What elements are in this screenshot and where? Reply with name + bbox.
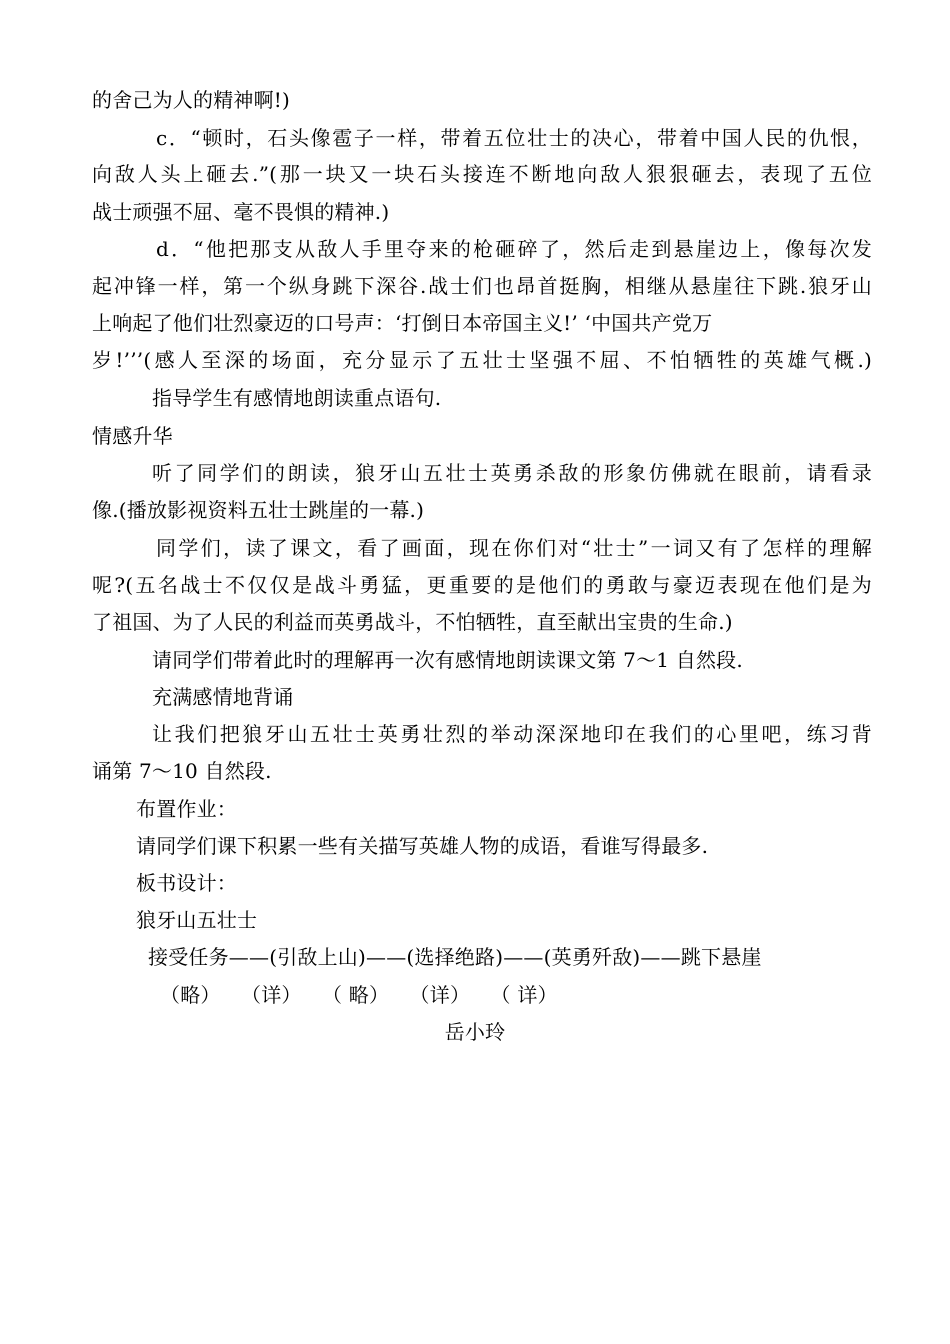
paragraph-line: 请同学们课下积累一些有关描写英雄人物的成语，看谁写得最多. [136, 834, 709, 858]
paragraph-line: 听了同学们的朗读，狼牙山五壮士英勇杀敌的形象仿佛就在眼前，请看录 [152, 461, 872, 485]
paragraph-line: 像.(播放影视资料五壮士跳崖的一幕.) [92, 498, 425, 522]
section-heading: 布置作业： [136, 797, 237, 821]
section-heading: 充满感情地背诵 [152, 685, 294, 709]
paragraph-line: 上响起了他们壮烈豪迈的口号声：‘打倒日本帝国主义!’ ‘中国共产党万 [92, 311, 713, 335]
section-heading: 情感升华 [92, 424, 173, 448]
paragraph-line: 同学们，读了课文，看了画面，现在你们对“壮士”一词又有了怎样的理解 [156, 536, 872, 560]
paragraph-line: 了祖国、为了人民的利益而英勇战斗，不怕牺牲，直至献出宝贵的生命.) [92, 610, 733, 634]
paragraph-line: 战士顽强不屈、毫不畏惧的精神.) [92, 200, 390, 224]
paragraph-line: 请同学们带着此时的理解再一次有感情地朗读课文第 7～1 自然段. [152, 648, 743, 672]
paragraph-line: 诵第 7～10 自然段. [92, 759, 272, 783]
paragraph-line: d．“他把那支从敌人手里夺来的枪砸碎了，然后走到悬崖边上，像每次发 [156, 237, 872, 261]
paragraph-line: 的舍己为人的精神啊!) [92, 88, 291, 112]
section-heading: 板书设计： [136, 871, 237, 895]
paragraph-line: 指导学生有感情地朗读重点语句. [152, 386, 442, 410]
board-title: 狼牙山五壮士 [136, 908, 258, 932]
paragraph-line: 向敌人头上砸去.”(那一块又一块石头接连不断地向敌人狠狠砸去，表现了五位 [92, 162, 872, 186]
board-sequence: 接受任务——(引敌上山)——(选择绝路)——(英勇歼敌)——跳下悬崖 [148, 945, 762, 969]
paragraph-line: 起冲锋一样，第一个纵身跳下深谷.战士们也昂首挺胸，相继从悬崖往下跳.狼牙山 [92, 274, 872, 298]
paragraph-line: 让我们把狼牙山五壮士英勇壮烈的举动深深地印在我们的心里吧，练习背 [152, 722, 872, 746]
paragraph-line: 岁!’’’(感人至深的场面，充分显示了五壮士坚强不屈、不怕牺牲的英雄气概.) [92, 348, 872, 372]
board-notes: （略） （详） （ 略） （详） （ 详） [160, 983, 558, 1007]
paragraph-line: c．“顿时，石头像雹子一样，带着五位壮士的决心，带着中国人民的仇恨， [156, 126, 872, 150]
paragraph-line: 呢?(五名战士不仅仅是战斗勇猛，更重要的是他们的勇敢与豪迈表现在他们是为 [92, 573, 872, 597]
author-name: 岳小玲 [444, 1020, 506, 1044]
